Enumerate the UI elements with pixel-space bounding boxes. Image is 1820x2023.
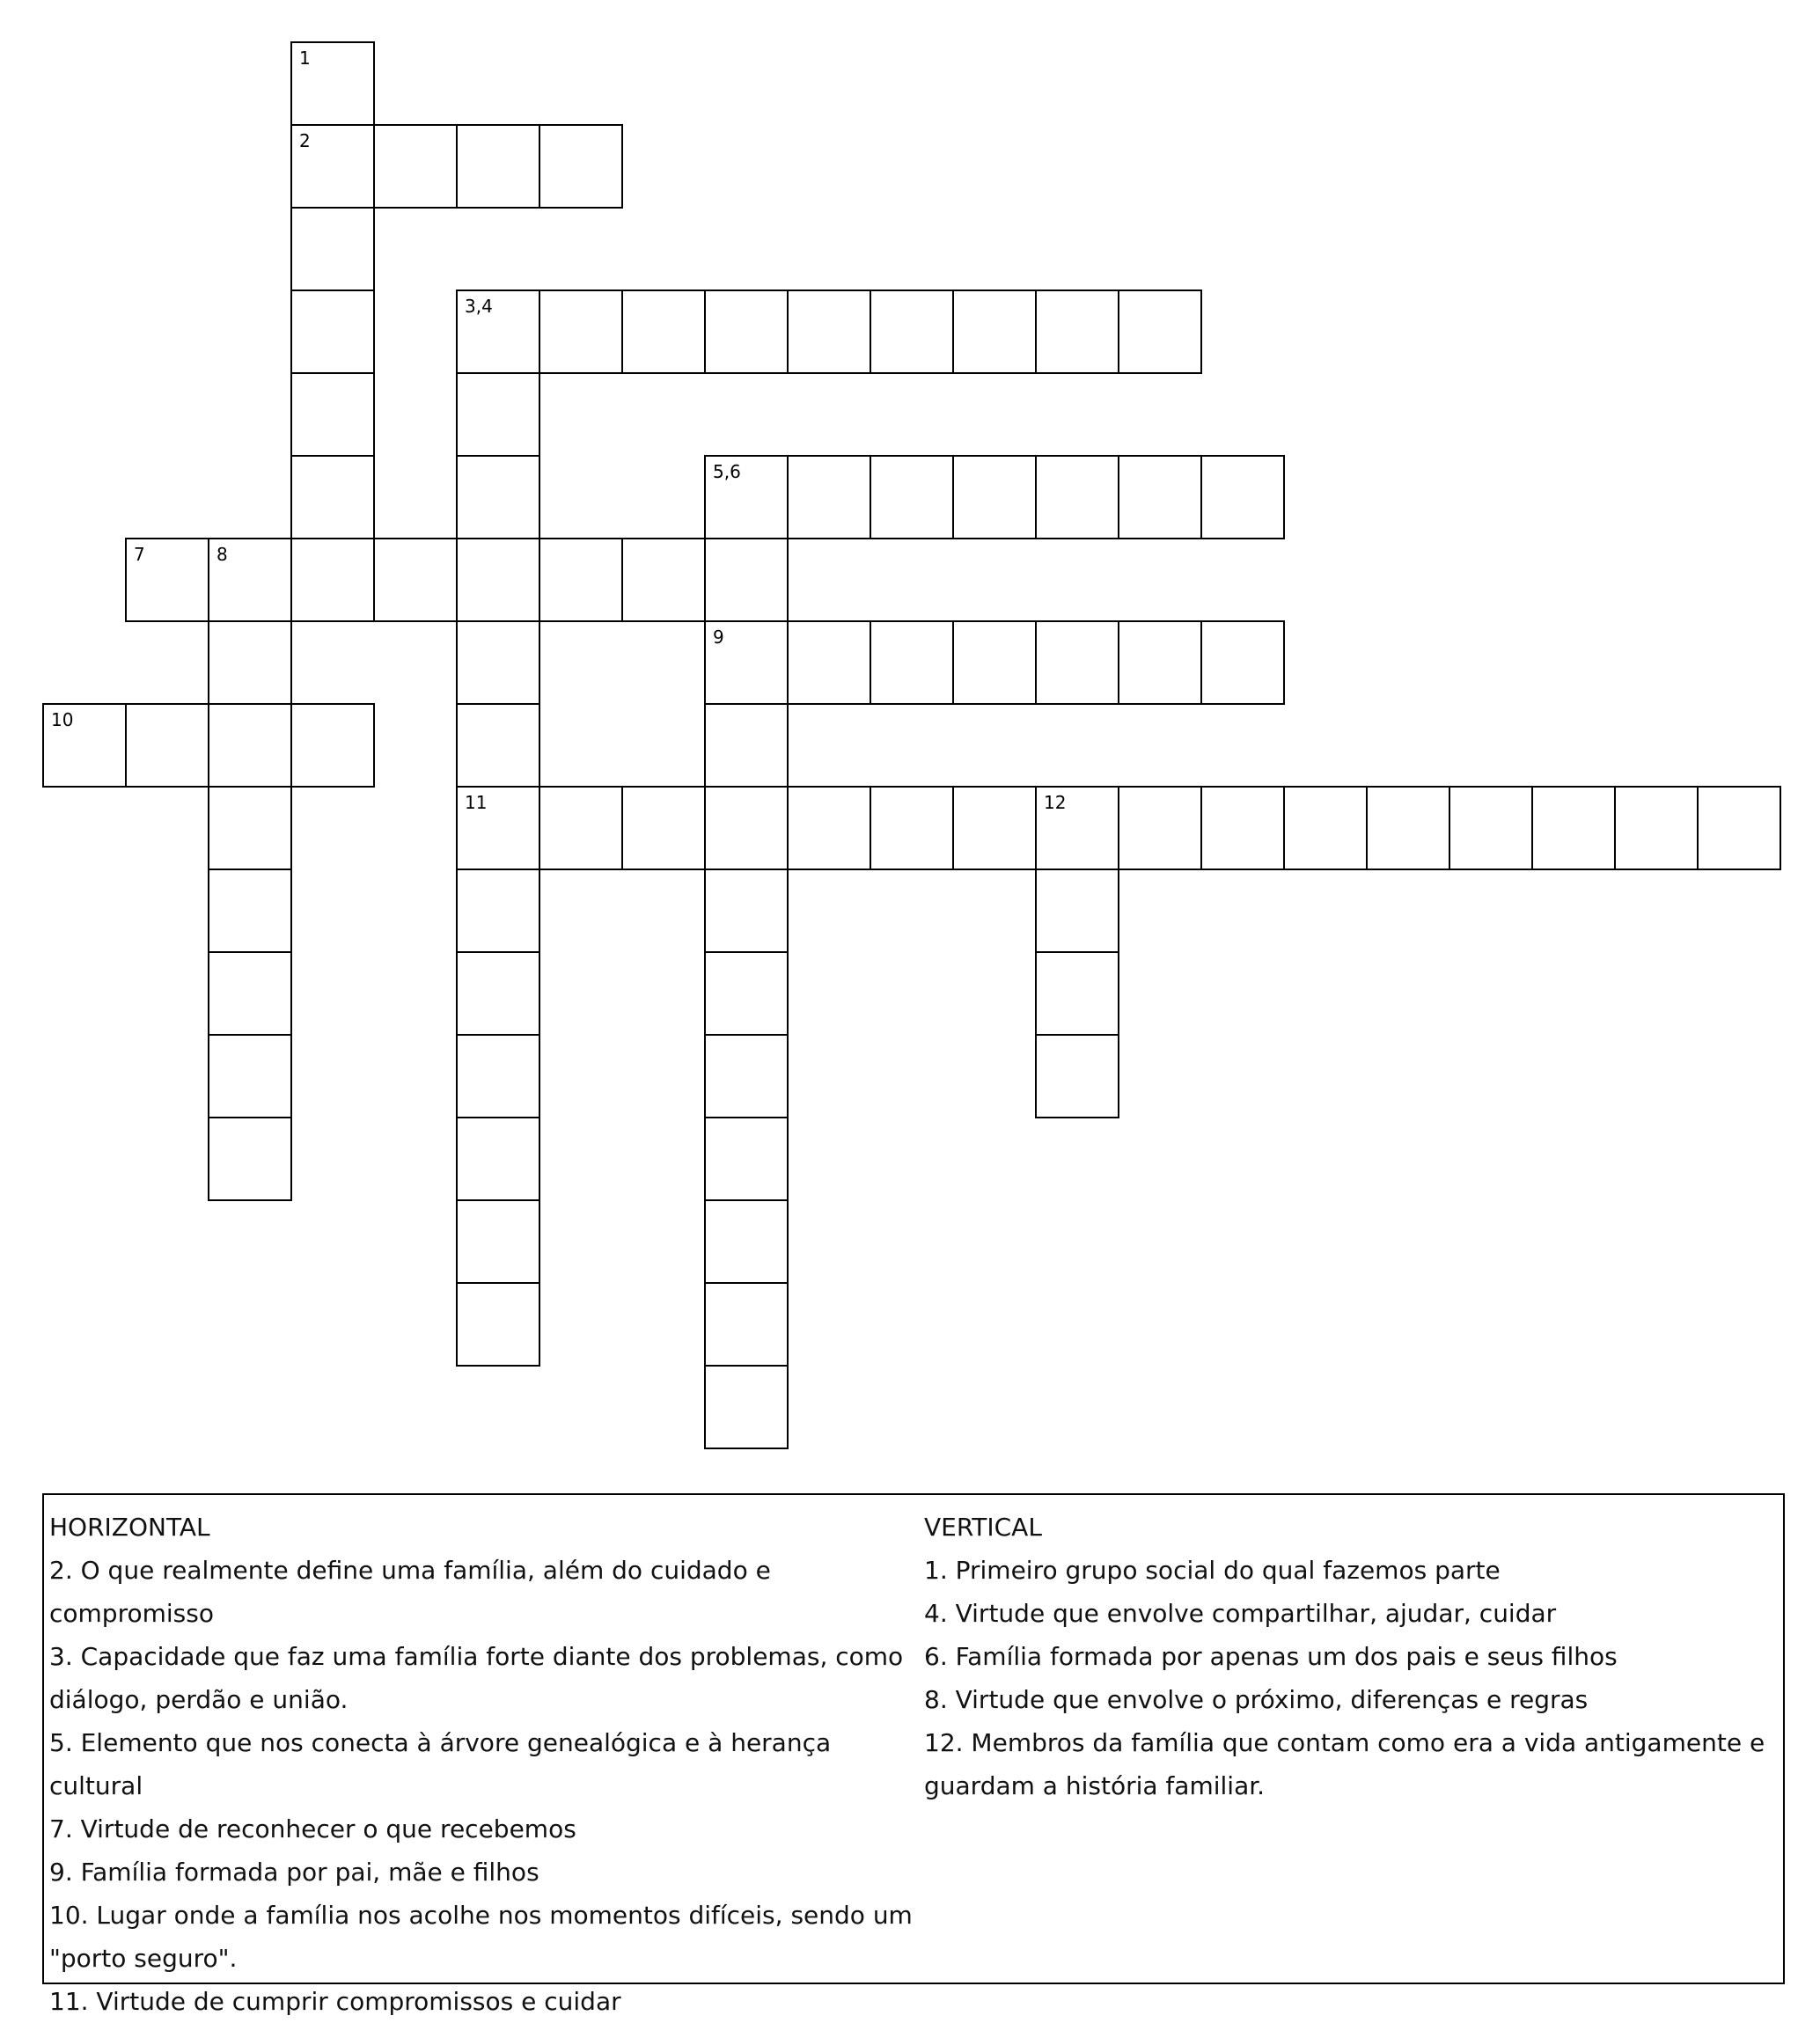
crossword-cell[interactable]: [621, 786, 706, 870]
clue-number: 2: [299, 130, 311, 151]
crossword-cell[interactable]: [952, 786, 1037, 870]
crossword-cell[interactable]: [456, 620, 540, 705]
clue-number: 5,6: [713, 461, 741, 482]
crossword-cell[interactable]: [704, 1365, 789, 1449]
crossword-cell[interactable]: [1035, 455, 1119, 539]
crossword-cell[interactable]: [456, 1199, 540, 1284]
crossword-cell[interactable]: [456, 538, 540, 622]
horizontal-clue-line: 11. Virtude de cumprir compromissos e cuidar: [49, 1987, 621, 2016]
clue-number: 11: [465, 792, 488, 813]
crossword-cell[interactable]: [704, 1117, 789, 1201]
crossword-cell[interactable]: [1531, 786, 1616, 870]
vertical-clue-line: guardam a história familiar.: [924, 1771, 1266, 1800]
horizontal-clue-line: 3. Capacidade que faz uma família forte diante dos problemas, como: [49, 1642, 904, 1671]
crossword-cell[interactable]: [456, 1117, 540, 1201]
horizontal-clue-line: 9. Família formada por pai, mãe e filhos: [49, 1858, 539, 1887]
crossword-cell[interactable]: [373, 124, 458, 209]
vertical-clue-line: 8. Virtude que envolve o próximo, diferenças e regras: [924, 1685, 1589, 1714]
crossword-cell[interactable]: [290, 455, 375, 539]
crossword-cell[interactable]: [952, 455, 1037, 539]
crossword-cell[interactable]: [456, 124, 540, 209]
crossword-cell[interactable]: [208, 703, 292, 788]
horizontal-clue-line: 10. Lugar onde a família nos acolhe nos momentos difíceis, sendo um: [49, 1901, 913, 1930]
crossword-cell[interactable]: [290, 124, 375, 209]
crossword-cell[interactable]: [208, 786, 292, 870]
crossword-cell[interactable]: [704, 951, 789, 1036]
crossword-cell[interactable]: [456, 786, 540, 870]
vertical-clue-line: 1. Primeiro grupo social do qual fazemos parte: [924, 1556, 1501, 1585]
crossword-cell[interactable]: [1118, 290, 1202, 374]
crossword-cell[interactable]: [290, 703, 375, 788]
crossword-cell[interactable]: [621, 538, 706, 622]
crossword-cell[interactable]: [704, 455, 789, 539]
crossword-cell[interactable]: [456, 703, 540, 788]
crossword-cell[interactable]: [208, 1034, 292, 1118]
crossword-cell[interactable]: [621, 290, 706, 374]
crossword-cell[interactable]: [1035, 786, 1119, 870]
clue-number: 8: [216, 544, 228, 565]
crossword-cell[interactable]: [787, 786, 871, 870]
crossword-cell[interactable]: [456, 869, 540, 953]
crossword-cell[interactable]: [1366, 786, 1450, 870]
vertical-clue-line: 12. Membros da família que contam como era a vida antigamente e: [924, 1728, 1765, 1757]
crossword-cell[interactable]: [1614, 786, 1699, 870]
crossword-cell[interactable]: [208, 538, 292, 622]
clue-number: 12: [1044, 792, 1067, 813]
crossword-cell[interactable]: [870, 786, 954, 870]
crossword-cell[interactable]: [787, 620, 871, 705]
horizontal-clues: [49, 1506, 929, 2023]
crossword-cell[interactable]: [456, 372, 540, 457]
clue-number: 3,4: [465, 296, 493, 317]
vertical-clue-line: 6. Família formada por apenas um dos pais e seus filhos: [924, 1642, 1618, 1671]
crossword-cell[interactable]: [1449, 786, 1533, 870]
vertical-clues: [924, 1506, 1778, 1807]
crossword-cell[interactable]: [1697, 786, 1781, 870]
crossword-cell[interactable]: [1035, 620, 1119, 705]
crossword-cell[interactable]: [539, 124, 623, 209]
crossword-cell[interactable]: [373, 538, 458, 622]
crossword-cell[interactable]: [290, 372, 375, 457]
crossword-cell[interactable]: [704, 869, 789, 953]
horizontal-clue-line: 2. O que realmente define uma família, além do cuidado e compromisso: [49, 1556, 771, 1628]
crossword-cell[interactable]: [208, 951, 292, 1036]
crossword-cell[interactable]: [1200, 786, 1285, 870]
crossword-cell[interactable]: [1035, 951, 1119, 1036]
crossword-cell[interactable]: [1118, 620, 1202, 705]
crossword-cell[interactable]: [704, 703, 789, 788]
crossword-cell[interactable]: [539, 786, 623, 870]
crossword-cell[interactable]: [787, 455, 871, 539]
horizontal-clue-line: 7. Virtude de reconhecer o que recebemos: [49, 1814, 576, 1843]
crossword-cell[interactable]: [1118, 786, 1202, 870]
horizontal-heading: HORIZONTAL: [49, 1513, 210, 1542]
crossword-cell[interactable]: [870, 455, 954, 539]
crossword-cell[interactable]: [290, 207, 375, 291]
crossword-cell[interactable]: [1200, 455, 1285, 539]
crossword-cell[interactable]: [1035, 869, 1119, 953]
vertical-clue-line: 4. Virtude que envolve compartilhar, ajudar, cuidar: [924, 1599, 1557, 1628]
clue-number: 7: [134, 544, 145, 565]
crossword-cell[interactable]: [125, 703, 209, 788]
crossword-cell[interactable]: [290, 538, 375, 622]
horizontal-clue-line: diálogo, perdão e união.: [49, 1685, 349, 1714]
crossword-cell[interactable]: [456, 455, 540, 539]
crossword-cell[interactable]: [952, 620, 1037, 705]
crossword-cell[interactable]: [539, 290, 623, 374]
crossword-cell[interactable]: [1035, 290, 1119, 374]
crossword-cell[interactable]: [290, 41, 375, 126]
crossword-cell[interactable]: [704, 620, 789, 705]
crossword-cell[interactable]: [787, 290, 871, 374]
crossword-cell[interactable]: [208, 620, 292, 705]
vertical-heading: VERTICAL: [924, 1513, 1042, 1542]
crossword-cell[interactable]: [456, 290, 540, 374]
crossword-cell[interactable]: [704, 538, 789, 622]
crossword-cell[interactable]: [704, 1199, 789, 1284]
crossword-cell[interactable]: [208, 1117, 292, 1201]
crossword-cell[interactable]: [456, 951, 540, 1036]
crossword-cell[interactable]: [456, 1282, 540, 1367]
crossword-cell[interactable]: [704, 1034, 789, 1118]
horizontal-clue-line: 5. Elemento que nos conecta à árvore genealógica e à herança cultural: [49, 1728, 832, 1800]
crossword-cell[interactable]: [704, 786, 789, 870]
crossword-cell[interactable]: [125, 538, 209, 622]
crossword-cell[interactable]: [42, 703, 127, 788]
crossword-cell[interactable]: [456, 1034, 540, 1118]
horizontal-clue-line: "porto seguro".: [49, 1944, 238, 1973]
clue-number: 9: [713, 627, 724, 648]
crossword-cell[interactable]: [704, 1282, 789, 1367]
crossword-cell[interactable]: [539, 538, 623, 622]
crossword-cell[interactable]: [704, 290, 789, 374]
crossword-cell[interactable]: [1283, 786, 1368, 870]
crossword-cell[interactable]: [1035, 1034, 1119, 1118]
crossword-cell[interactable]: [208, 869, 292, 953]
crossword-cell[interactable]: [1200, 620, 1285, 705]
clue-number: 10: [51, 709, 74, 730]
crossword-cell[interactable]: [1118, 455, 1202, 539]
clues-panel: [42, 1493, 1785, 2016]
crossword-cell[interactable]: [290, 290, 375, 374]
crossword-cell[interactable]: [952, 290, 1037, 374]
clue-number: 1: [299, 48, 311, 69]
crossword-cell[interactable]: [870, 620, 954, 705]
crossword-cell[interactable]: [870, 290, 954, 374]
